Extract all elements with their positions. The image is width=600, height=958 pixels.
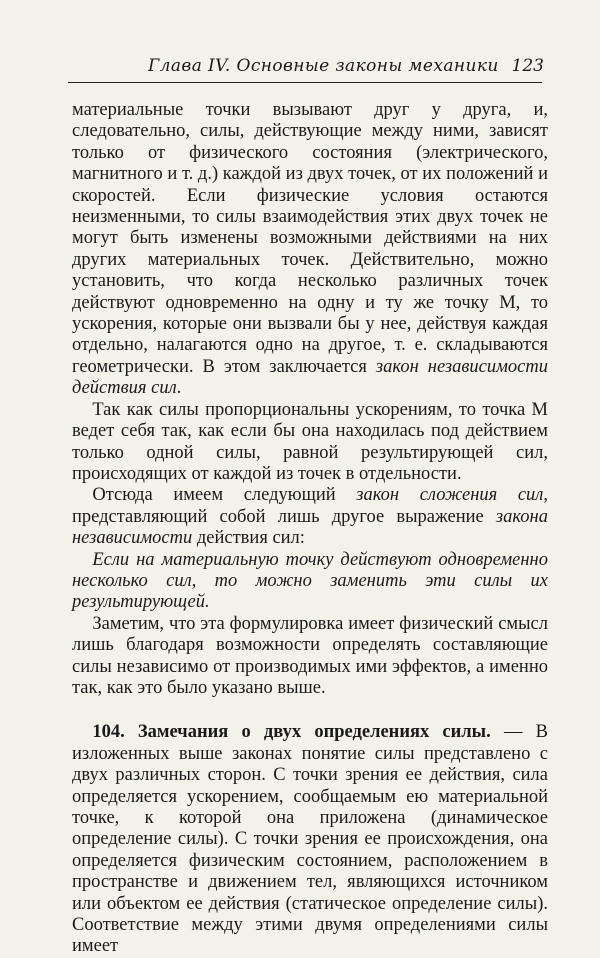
paragraph-3-text-c: действия сил: bbox=[192, 528, 305, 549]
paragraph-2: Так как силы пропорциональны ускорениям, то точка M ведет себя так, как если бы она находилась под действием только одной силы, равной результирующей сил, происходящих от каждой из точек в отдельности. bbox=[72, 399, 548, 484]
law-addition-term: закон сложения сил bbox=[356, 485, 544, 506]
law-independence-term: закон независимости действия сил bbox=[72, 356, 549, 399]
running-title: Глава IV. Основные законы механики bbox=[148, 56, 499, 76]
paragraph-1-text: материальные точки вызывают друг у друга, и, следовательно, силы, действующие между ними, зависят только от физического состояния (электрического, магнитного и т. д.) каждой из двух точек, от их положений и скоростей. Если физические условия остаются неизменными, то силы взаимодействия этих двух точек не могут быть изменены возможными действиями на них других материальных точек. Действительно, можно установить, что когда несколько различных точек действуют одновременно на одну и ту же точку M, то ускорения, которые они вызвали бы у нее, действуя каждая отдельно, налагаются одно на другое, т. е. складываются геометрически. В этом заключается bbox=[72, 100, 548, 377]
page-number: 123 bbox=[511, 56, 544, 76]
law-independence-term-2: закона независимости bbox=[72, 506, 548, 549]
law-statement bbox=[72, 550, 548, 614]
page-header bbox=[0, 56, 600, 80]
paragraph-5: Заметим, что эта формулировка имеет физический смысл лишь благодаря возможности определять составляющие силы независимо от производимых ими эффектов, а именно так, как это было указано выше. bbox=[72, 613, 548, 698]
page-body bbox=[72, 100, 548, 958]
paragraph-1 bbox=[72, 100, 548, 400]
header-rule bbox=[68, 82, 542, 83]
paragraph-3-text-b: , представляющий собой лишь другое выражение bbox=[72, 485, 548, 527]
paragraph-3-text-a: Отсюда имеем следующий bbox=[92, 485, 357, 506]
section-104 bbox=[72, 722, 548, 957]
law-statement-text: Если на материальную точку действуют одновременно несколько сил, то можно заменить эти силы их результирующей. bbox=[72, 549, 548, 613]
paragraph-1-end: . bbox=[176, 378, 182, 399]
section-text: — В изложенных выше законах понятие силы представлено с двух различных сторон. С точки зрения ее действия, сила определяется ускорением, сообщаемым ею материальной точке, к которой она приложена (динамическое определение силы). С точки зрения ее происхождения, она определяется физическим состоянием, расположением в пространстве и движением тел, являющихся источником или объектом ее действия (статическое определение силы). Соответствие между этими двумя определениями силы имеет bbox=[72, 722, 548, 957]
paragraph-3 bbox=[72, 485, 548, 549]
section-heading: 104. Замечания о двух определениях силы. bbox=[92, 722, 491, 743]
